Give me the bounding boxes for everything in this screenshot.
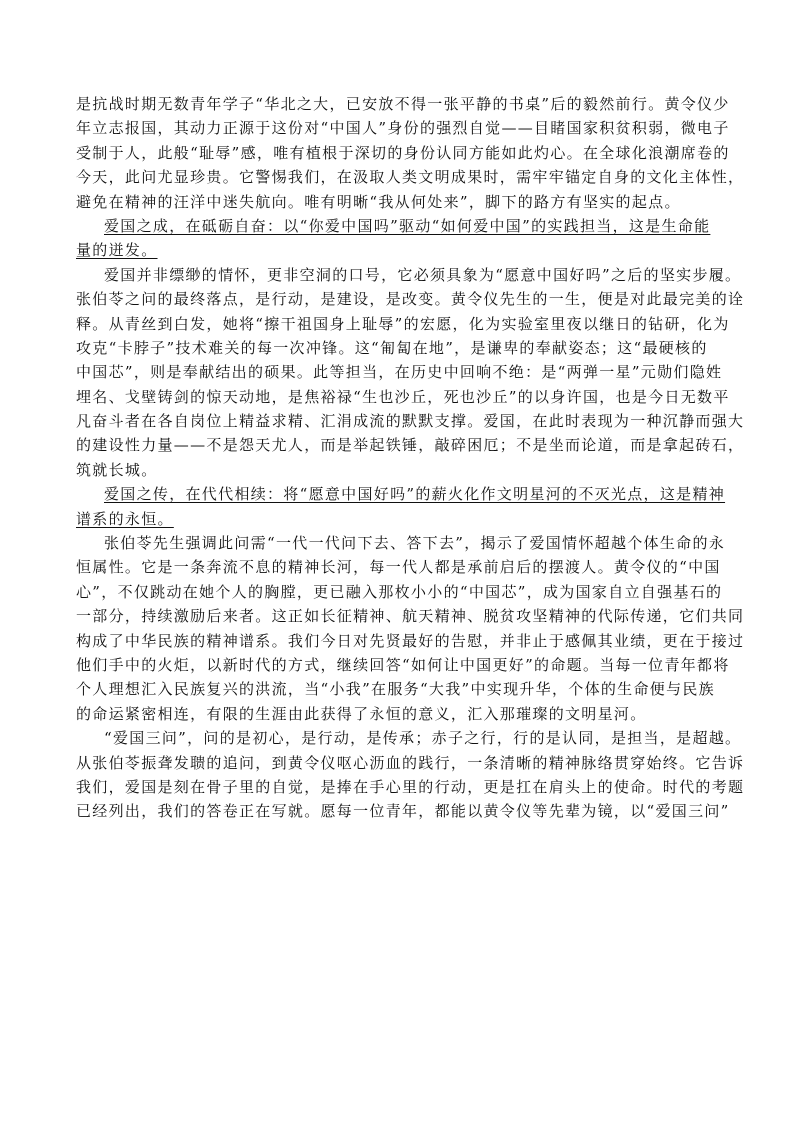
text-line: 已经列出，我们的答卷正在写就。愿每一位青年，都能以黄令仪等先辈为镜，以“爱国三问”	[76, 802, 730, 821]
text-line: 释。从青丝到白发，她将“擦干祖国身上耻辱”的宏愿，化为实验室里夜以继日的钻研，化为	[76, 314, 730, 333]
text-line: 今天，此问尤显珍贵。它警惕我们，在汲取人类文明成果时，需牢牢锚定自身的文化主体性，	[76, 168, 745, 187]
section-heading	[76, 214, 721, 263]
text-line: 的建设性力量——不是怨天尤人，而是举起铁锤，敲碎困厄；不是坐而论道，而是拿起砖石，	[76, 436, 745, 455]
underlined-text: 爱国之传，在代代相续：将“愿意中国好吗”的薪火化作文明星河的不灭光点，这是精神	[104, 485, 726, 504]
text-line: 年立志报国，其动力正源于这份对“中国人”身份的强烈自觉——目睹国家积贫积弱，微电子	[76, 119, 730, 138]
text-line: 心”，不仅跳动在她个人的胸膛，更已融入那枚小小的“中国芯”，成为国家自立自强基石的	[76, 582, 723, 601]
paragraph	[76, 531, 745, 726]
document-page	[76, 92, 745, 824]
text-line	[76, 214, 721, 238]
paragraph	[76, 92, 745, 214]
text-line: 凡奋斗者在各自岗位上精益求精、汇涓成流的默默支撑。爱国，在此时表现为一种沉静而强大	[76, 412, 745, 431]
underlined-text: 爱国之成，在砥砺自奋：以“你爱中国吗”驱动“如何爱中国”的实践担当，这是生命能	[104, 216, 711, 235]
text-line: 从张伯苓振聋发聩的追问，到黄令仪呕心沥血的践行，一条清晰的精神脉络贯穿始终。它告诉	[76, 753, 745, 772]
underlined-text: 量的迸发。	[76, 241, 158, 260]
text-line: 是抗战时期无数青年学子“华北之大，已安放不得一张平静的书桌”后的毅然前行。黄令仪少	[76, 95, 730, 113]
text-line: 埋名、戈壁铸剑的惊天动地，是焦裕禄“生也沙丘，死也沙丘”的以身许国，也是今日无数平	[76, 387, 730, 406]
text-line	[76, 482, 726, 506]
text-line: 个人理想汇入民族复兴的洪流，当“小我”在服务“大我”中实现升华，个体的生命便与民族	[76, 680, 715, 699]
text-line: 我们，爱国是刻在骨子里的自觉，是捧在手心里的行动，更是扛在肩头上的使命。时代的考题	[76, 777, 745, 796]
text-line: 构成了中华民族的精神谱系。我们今日对先贤最好的告慰，并非止于感佩其业绩，更在于接过	[76, 631, 745, 650]
text-line	[76, 238, 721, 262]
text-line: 攻克“卡脖子”技术难关的每一次冲锋。这“匍匐在地”，是谦卑的奉献姿态；这“最硬核的	[76, 338, 708, 357]
text-line: 筑就长城。	[76, 460, 158, 479]
text-line: 中国芯”，则是奉献结出的硕果。此等担当，在历史中回响不绝：是“两弹一星”元勋们隐姓	[76, 363, 723, 382]
paragraph	[76, 726, 745, 824]
text-line: 避免在精神的汪洋中迷失航向。唯有明晰“我从何处来”，脚下的路方有坚实的起点。	[76, 192, 681, 211]
text-line: 的命运紧密相连，有限的生涯由此获得了永恒的意义，汇入那璀璨的文明星河。	[76, 704, 647, 723]
text-line: 恒属性。它是一条奔流不息的精神长河，每一代人都是承前启后的摆渡人。黄令仪的“中国	[76, 558, 721, 577]
text-line	[76, 507, 721, 531]
paragraph	[76, 263, 745, 483]
text-line: 张伯苓先生强调此问需“一代一代问下去、答下去”，揭示了爱国情怀超越个体生命的永	[104, 534, 726, 553]
text-line: 他们手中的火炬，以新时代的方式，继续回答“如何让中国更好”的命题。当每一位青年都将	[76, 655, 730, 674]
text-line: 爱国并非缥缈的情怀，更非空洞的口号，它必须具象为“愿意中国好吗”之后的坚实步履。	[104, 265, 742, 284]
text-line: 张伯苓之问的最终落点，是行动，是建设，是改变。黄令仪先生的一生，便是对此最完美的诠	[76, 290, 745, 309]
text-line: 一部分，持续激励后来者。这正如长征精神、航天精神、脱贫攻坚精神的代际传递，它们共同	[76, 607, 745, 626]
underlined-text: 谱系的永恒。	[76, 509, 174, 528]
text-line: “爱国三问”，问的是初心，是行动，是传承；赤子之行，行的是认同，是担当，是超越。	[104, 729, 742, 748]
text-line: 受制于人，此般“耻辱”感，唯有植根于深切的身份认同方能如此灼心。在全球化浪潮席卷的	[76, 143, 730, 162]
section-heading	[76, 482, 726, 531]
